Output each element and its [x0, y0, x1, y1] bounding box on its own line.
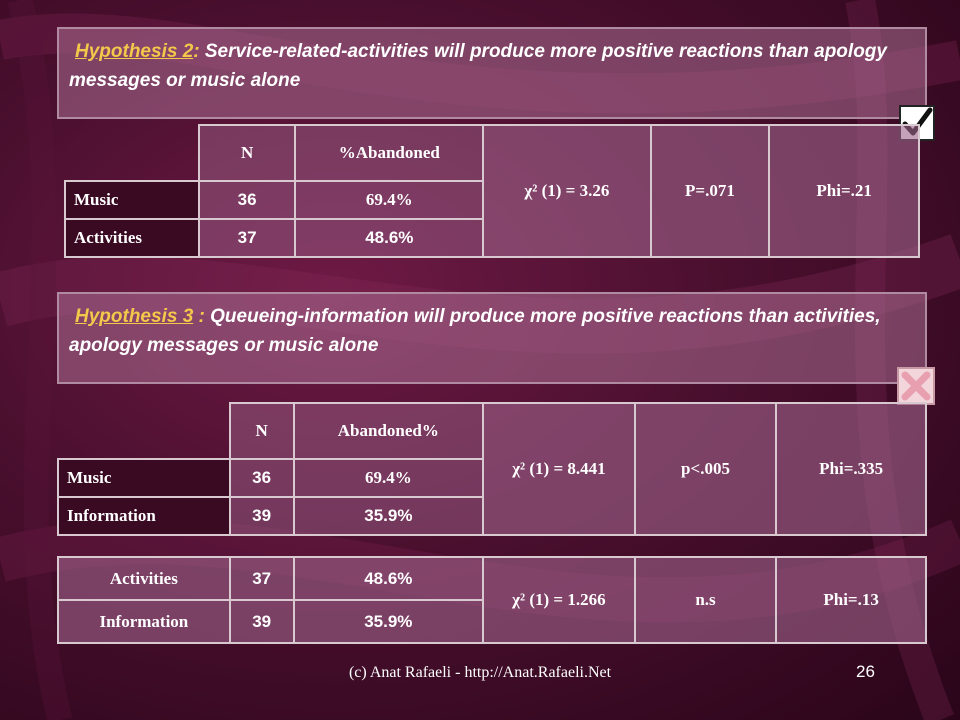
table-1-pct-value: 48.6%	[295, 219, 483, 257]
table-1-row-label: Activities	[65, 219, 199, 257]
hypothesis-2-box	[57, 27, 927, 119]
table-1-corner	[65, 125, 199, 181]
table-3-chi-square: χ² (1) = 1.266	[483, 557, 635, 643]
table-2-n-value: 39	[230, 497, 294, 535]
table-2-n-value: 36	[230, 459, 294, 497]
table-1-p-value: P=.071	[651, 125, 770, 257]
table-3-n-value: 39	[230, 600, 294, 643]
table-3-pct-value: 48.6%	[294, 557, 484, 600]
results-table-3	[57, 556, 927, 644]
hypothesis-2-label[interactable]: Hypothesis 2	[75, 41, 194, 62]
table-2-chi-square: χ² (1) = 8.441	[483, 403, 635, 535]
results-table-2	[57, 402, 927, 536]
hypothesis-3-colon: :	[193, 306, 205, 327]
table-1-phi: Phi=.21	[769, 125, 919, 257]
hypothesis-3-label[interactable]: Hypothesis 3	[75, 306, 194, 327]
table-1-header-n: N	[199, 125, 296, 181]
table-1-n-value: 36	[199, 181, 296, 219]
page-number: 26	[856, 662, 875, 681]
table-3-phi: Phi=.13	[776, 557, 926, 643]
table-1-chi-square: χ² (1) = 3.26	[483, 125, 650, 257]
table-2-phi: Phi=.335	[776, 403, 926, 535]
table-3-n-value: 37	[230, 557, 294, 600]
hypothesis-2-colon: :	[193, 41, 200, 62]
table-3-row-label: Activities	[58, 557, 230, 600]
footer-credit: (c) Anat Rafaeli - http://Anat.Rafaeli.Net	[348, 664, 612, 681]
table-3-pct-value: 35.9%	[294, 600, 484, 643]
table-2-header-n: N	[230, 403, 294, 459]
results-table-1	[64, 124, 920, 258]
table-1-header-pct: %Abandoned	[295, 125, 483, 181]
hypothesis-2-text: Service-related-activities will produce more positive reactions than apology messages or music alone	[69, 41, 887, 91]
table-1-pct-value: 69.4%	[295, 181, 483, 219]
table-1-n-value: 37	[199, 219, 296, 257]
table-1-row-label: Music	[65, 181, 199, 219]
table-2-p-value: p<.005	[635, 403, 777, 535]
cross-icon	[896, 366, 936, 406]
table-2-pct-value: 35.9%	[294, 497, 484, 535]
table-2-corner	[58, 403, 230, 459]
table-row	[58, 557, 926, 600]
hypothesis-3-box	[57, 292, 927, 384]
table-2-row-label: Information	[58, 497, 230, 535]
table-2-pct-value: 69.4%	[294, 459, 484, 497]
table-2-row-label: Music	[58, 459, 230, 497]
table-3-p-value: n.s	[635, 557, 777, 643]
hypothesis-3-text: Queueing-information will produce more positive reactions than activities, apology messages or music alone	[69, 306, 881, 356]
table-2-header-pct: Abandoned%	[294, 403, 484, 459]
table-3-row-label: Information	[58, 600, 230, 643]
